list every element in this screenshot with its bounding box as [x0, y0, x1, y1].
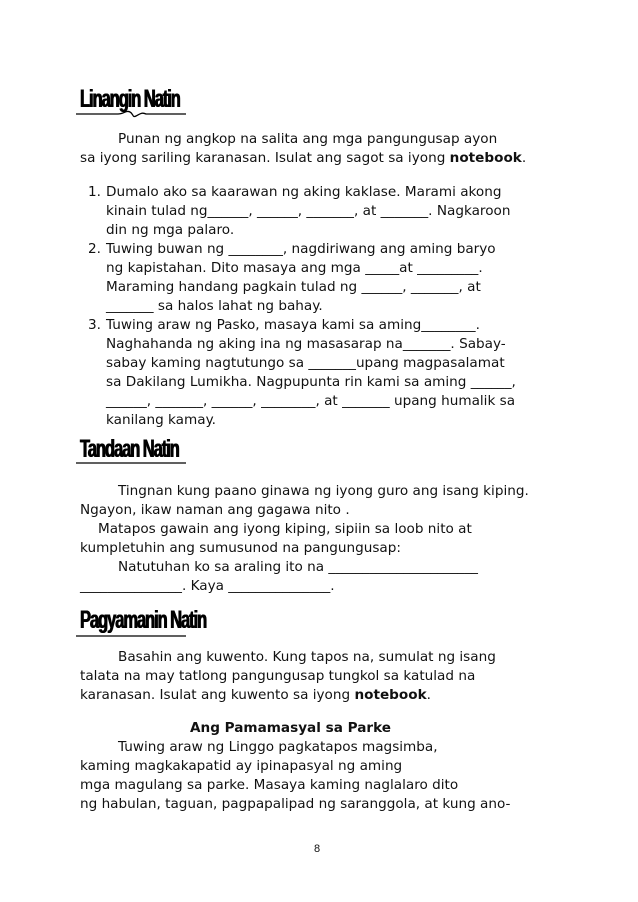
story-title: Ang Pamamasyal sa Parke [190, 720, 391, 736]
pagyamanin-line1: Basahin ang kuwento. Kung tapos na, sumulat ng isang [118, 649, 496, 665]
list-item-line: ______, _______, ______, ________, at _______ upang humalik sa [106, 393, 516, 409]
list-item-line: kanilang kamay. [106, 412, 216, 428]
list-item-line: Naghahanda ng aking ina ng masasarap na_______. Sabay- [106, 336, 506, 352]
list-item-line: Tuwing araw ng Pasko, masaya kami sa aming________. [106, 317, 480, 333]
story-line: Tuwing araw ng Linggo pagkatapos magsimba, [118, 739, 438, 755]
list-item-line: Maraming handang pagkain tulad ng ______, _______, at [106, 279, 481, 295]
tandaan-line: Matapos gawain ang iyong kiping, sipiin sa loob nito at [98, 521, 472, 537]
list-item-line: kinain tulad ng______, ______, _______, at _______. Nagkaroon [106, 203, 511, 219]
heading-underline-icon [76, 458, 186, 470]
list-item-number: 3. [88, 317, 101, 333]
tandaan-line: Natutuhan ko sa araling ito na ______________________ [118, 559, 478, 575]
story-line: ng habulan, taguan, pagpapalipad ng saranggola, at kung ano- [80, 796, 511, 812]
heading-pagyamanin-natin [80, 607, 271, 633]
list-item-line: Tuwing buwan ng ________, nagdiriwang ang aming baryo [106, 241, 496, 257]
pagyamanin-line2: talata na may tatlong pangungusap tungkol sa katulad na [80, 668, 476, 684]
list-item-number: 1. [88, 184, 101, 200]
linangin-intro-line1: Punan ng angkop na salita ang mga pangungusap ayon [118, 131, 498, 147]
story-line: kaming magkakapatid ay ipinapasyal ng aming [80, 758, 403, 774]
story-line: mga magulang sa parke. Masaya kaming naglalaro dito [80, 777, 459, 793]
list-item-line: sa Dakilang Lumikha. Nagpupunta rin kami sa aming ______, [106, 374, 516, 390]
heading-underline-icon [76, 629, 186, 641]
list-item-number: 2. [88, 241, 101, 257]
linangin-intro-line2: sa iyong sariling karanasan. Isulat ang sagot sa iyong notebook. [80, 150, 527, 166]
heading-swash-icon [76, 108, 186, 120]
tandaan-line: Tingnan kung paano ginawa ng iyong guro ang isang kiping. [118, 483, 529, 499]
heading-tandaan-text: Tandaan Natin [80, 435, 179, 463]
list-item-line: ng kapistahan. Dito masaya ang mga _____at _________. [106, 260, 483, 276]
list-item-line: din ng mga palaro. [106, 222, 235, 238]
heading-linangin-natin [80, 86, 231, 112]
pagyamanin-line3: karanasan. Isulat ang kuwento sa iyong notebook. [80, 687, 431, 703]
tandaan-line: Ngayon, ikaw naman ang gagawa nito . [80, 502, 350, 518]
list-item-line: _______ sa halos lahat ng bahay. [106, 298, 323, 314]
heading-linangin-text: Linangin Natin [80, 85, 180, 113]
list-item-line: Dumalo ako sa kaarawan ng aking kaklase. Marami akong [106, 184, 502, 200]
page-number: 8 [314, 843, 321, 855]
tandaan-line: _______________. Kaya _______________. [80, 578, 335, 594]
list-item-line: sabay kaming nagtutungo sa _______upang magpasalamat [106, 355, 505, 371]
heading-pagyamanin-text: Pagyamanin Natin [80, 606, 207, 634]
heading-tandaan-natin [80, 436, 230, 462]
tandaan-line: kumpletuhin ang sumusunod na pangungusap: [80, 540, 401, 556]
